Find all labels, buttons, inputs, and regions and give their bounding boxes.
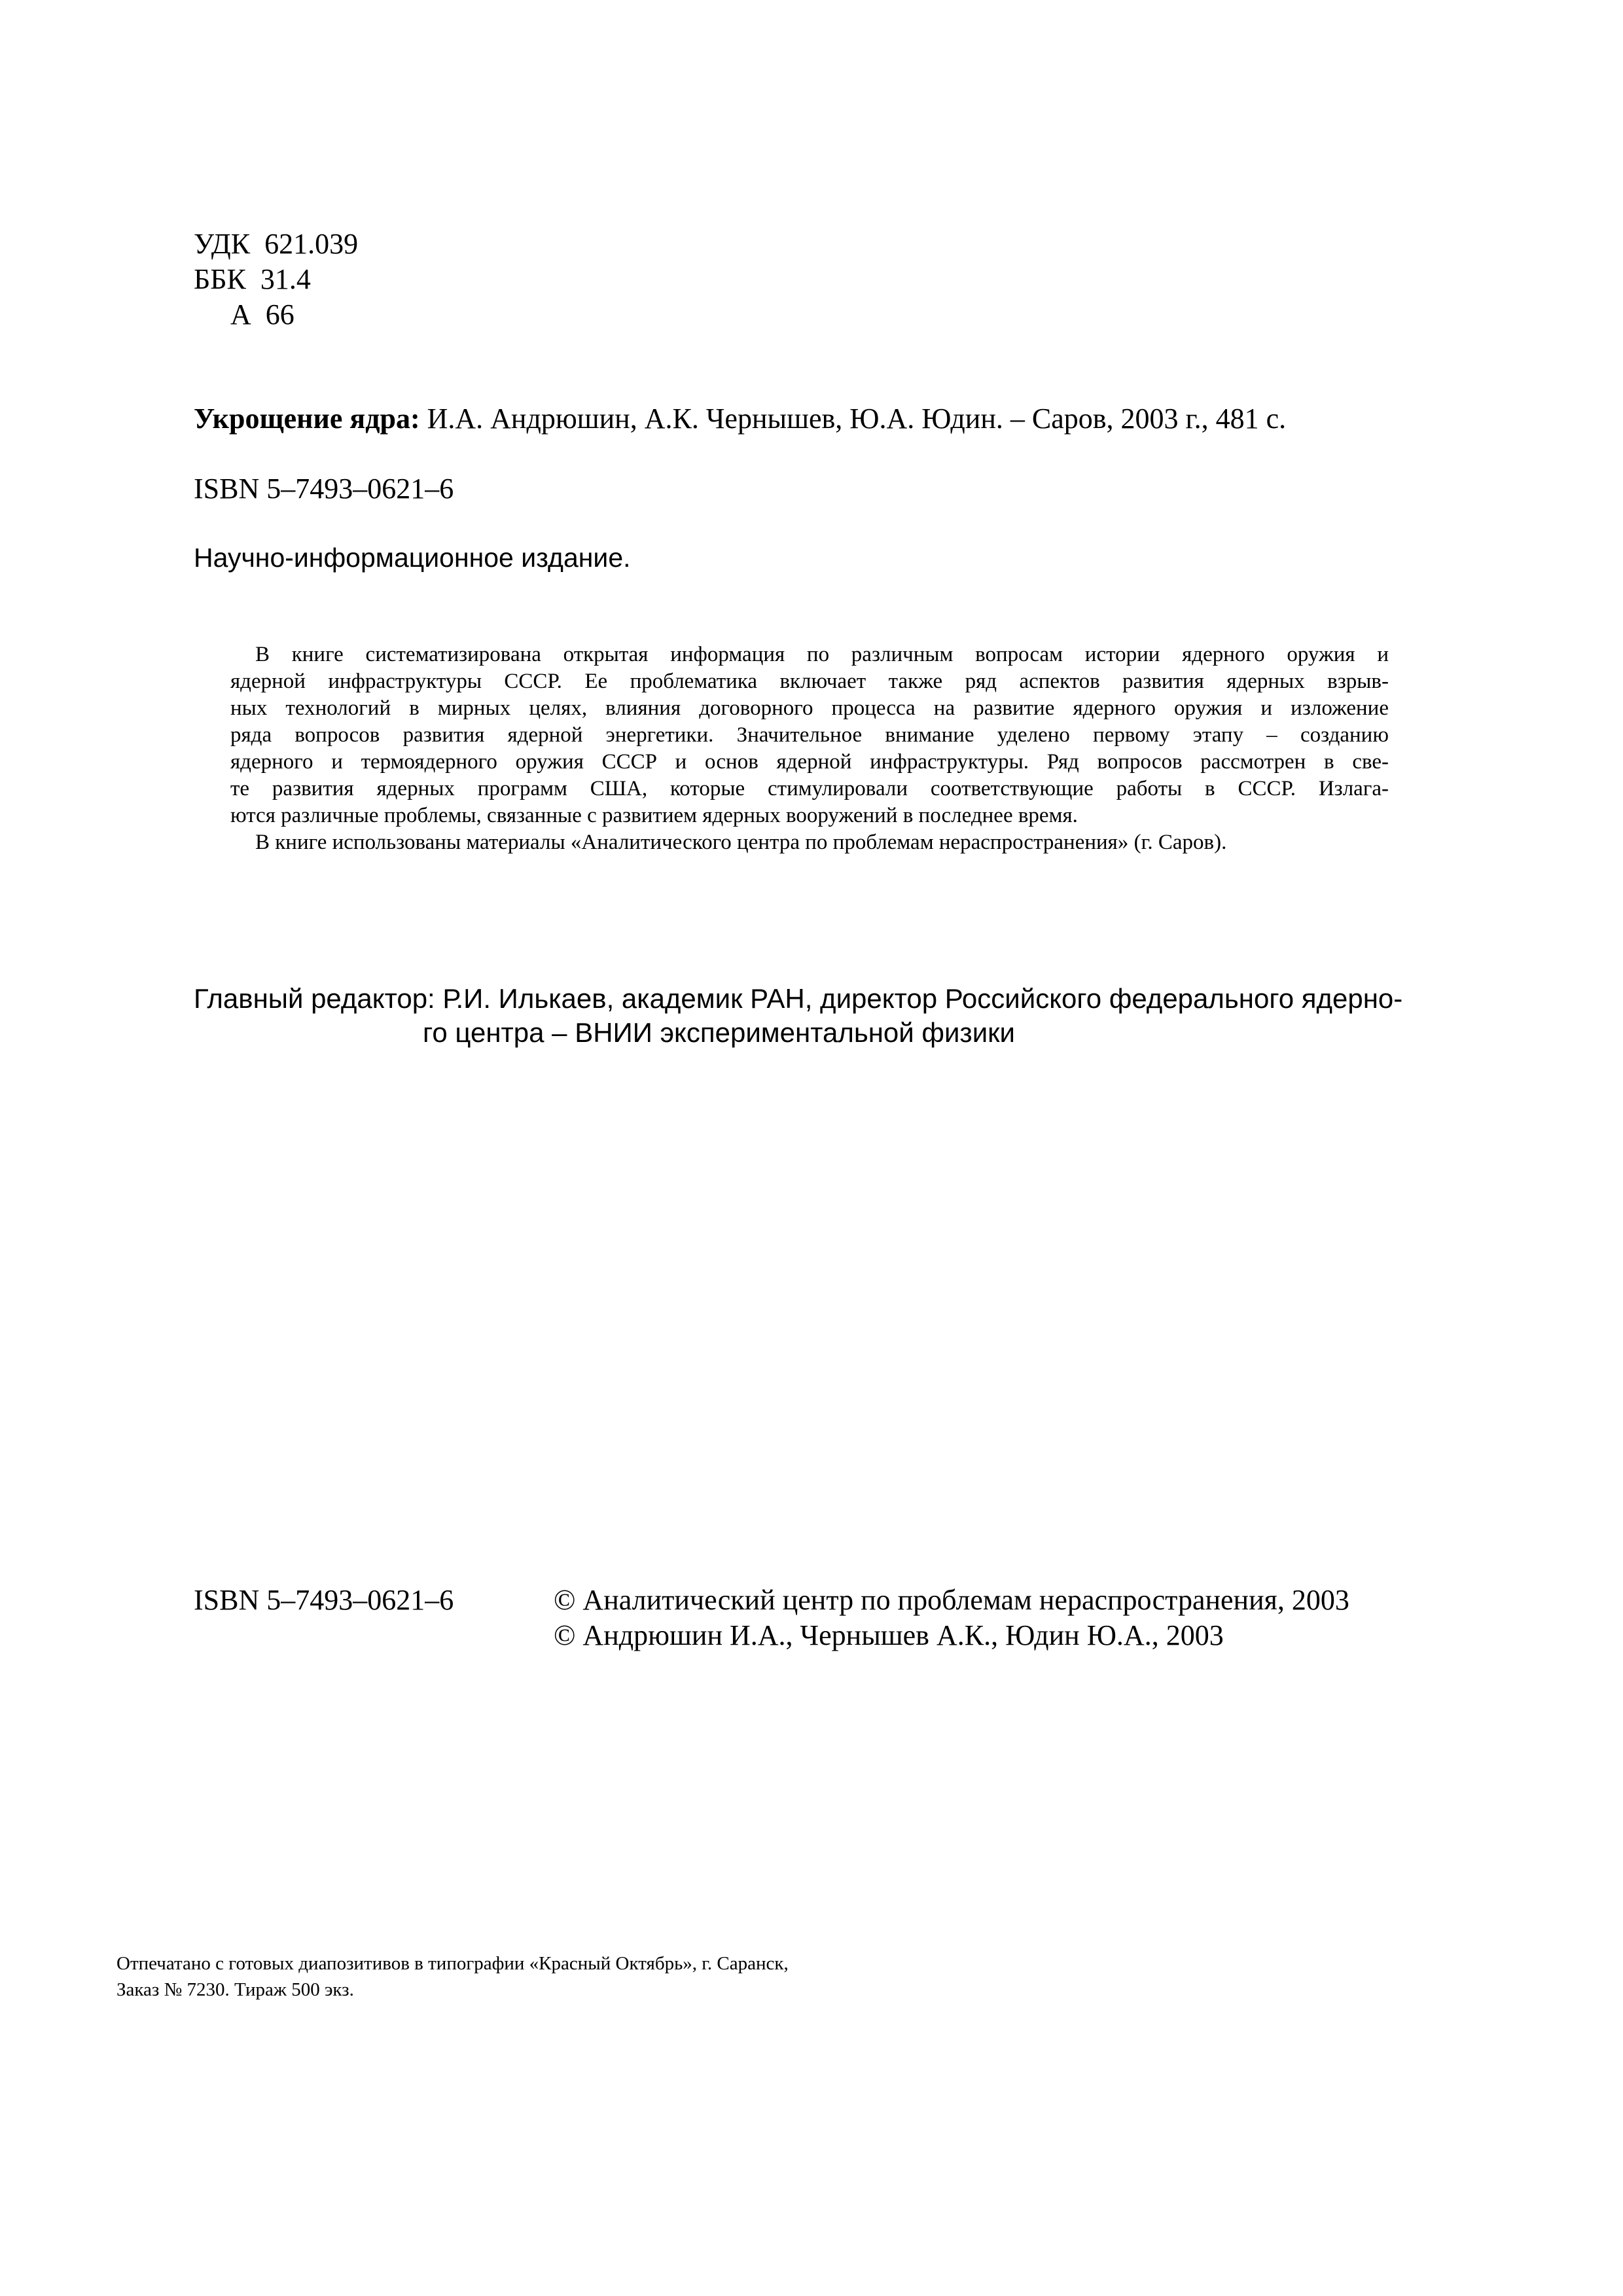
abstract-line-2: ядерной инфраструктуры СССР. Ее проблематика включает также ряд аспектов развития ядерных взрыв- xyxy=(230,670,1389,693)
citation-details: И.А. Андрюшин, А.К. Чернышев, Ю.А. Юдин. – Саров, 2003 г., 481 с. xyxy=(419,403,1287,435)
abstract-line-7: ются различные проблемы, связанные с развитием ядерных вооружений в последнее время. xyxy=(230,804,1078,827)
udk-label: УДК xyxy=(194,228,251,260)
abstract-line-5: ядерного и термоядерного оружия СССР и основ ядерной инфраструктуры. Ряд вопросов рассмотрен в све- xyxy=(230,750,1389,774)
citation xyxy=(194,401,1286,437)
editor-line-2: го центра – ВНИИ экспериментальной физики xyxy=(423,1017,1015,1048)
imprint-line-1: Отпечатано с готовых диапозитивов в типографии «Красный Октябрь», г. Саранск, xyxy=(116,1953,789,1974)
bbk-line xyxy=(194,262,311,297)
abstract-line-3: ных технологий в мирных целях, влияния договорного процесса на развитие ядерного оружия и изложение xyxy=(230,696,1389,720)
author-mark-letter: А xyxy=(230,298,251,331)
copyright-line-1: © Аналитический центр по проблемам нераспространения, 2003 xyxy=(554,1584,1349,1616)
bbk-value: 31.4 xyxy=(260,263,311,295)
author-mark-line xyxy=(230,297,294,332)
isbn-bottom: ISBN 5–7493–0621–6 xyxy=(194,1584,454,1616)
abstract xyxy=(230,641,1389,856)
author-mark-number: 66 xyxy=(265,298,294,331)
udk-line xyxy=(194,226,358,262)
imprint-line-2: Заказ № 7230. Тираж 500 экз. xyxy=(116,1979,354,2000)
udk-value: 621.039 xyxy=(264,228,359,260)
edition-type: Научно-информационное издание. xyxy=(194,543,631,573)
abstract-line-1: В книге систематизирована открытая информация по различным вопросам истории ядерного оружия и xyxy=(255,643,1389,666)
abstract-sources: В книге использованы материалы «Аналитического центра по проблемам нераспространения» (г. Саров). xyxy=(255,831,1227,854)
book-title: Укрощение ядра: xyxy=(194,403,420,435)
chief-editor xyxy=(194,982,1437,1050)
abstract-line-4: ряда вопросов развития ядерной энергетики. Значительное внимание уделено первому этапу – созданию xyxy=(230,723,1389,747)
editor-line-1: Главный редактор: Р.И. Илькаев, академик РАН, директор Российского федерального ядерно- xyxy=(194,983,1403,1014)
isbn-top: ISBN 5–7493–0621–6 xyxy=(194,473,454,505)
copyright-line-2: © Андрюшин И.А., Чернышев А.К., Юдин Ю.А., 2003 xyxy=(554,1619,1224,1651)
bbk-label: ББК xyxy=(194,263,246,295)
abstract-line-6: те развития ядерных программ США, которые стимулировали соответствующие работы в СССР. Излага- xyxy=(230,777,1389,800)
